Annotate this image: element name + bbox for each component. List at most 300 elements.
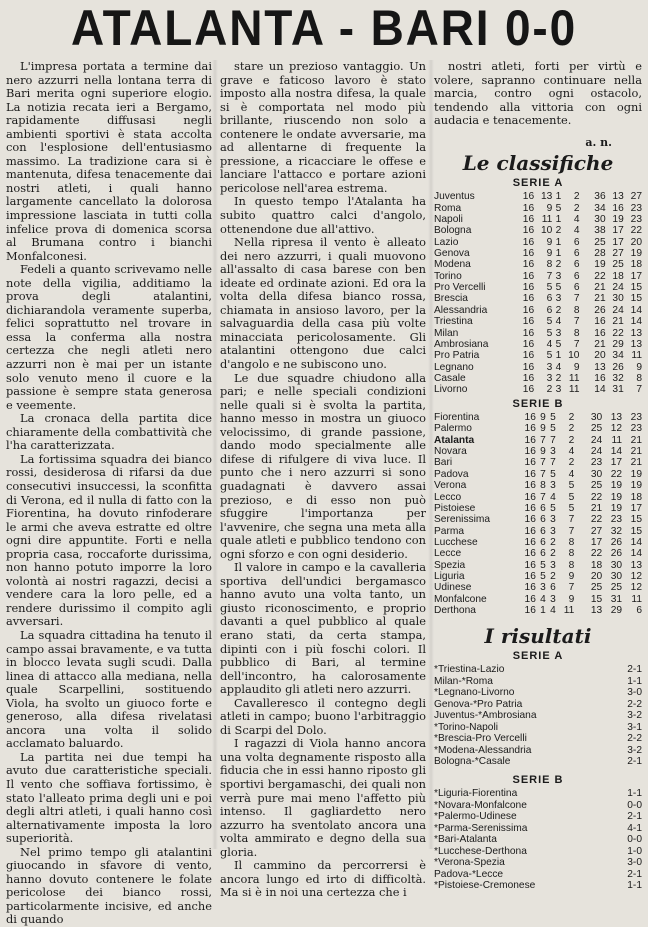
standings-value: 6 xyxy=(573,248,580,260)
standings-value: 22 xyxy=(590,514,603,526)
team-name: Derthona xyxy=(434,604,476,616)
standings-value: 30 xyxy=(594,214,606,226)
standings-value: 16 xyxy=(524,548,536,560)
team-name: Livorno xyxy=(434,384,468,396)
standings-value: 21 xyxy=(630,434,642,446)
standings-value: 2 xyxy=(546,384,553,396)
standings-value: 2 xyxy=(550,536,556,548)
standings-row xyxy=(434,571,642,582)
standings-value: 13 xyxy=(594,361,606,373)
standings-value: 19 xyxy=(630,248,642,260)
standings-value: 12 xyxy=(630,582,642,594)
team-name: Verona xyxy=(434,480,467,492)
column-gap xyxy=(574,571,582,582)
standings-value: 21 xyxy=(594,293,606,305)
standings-value: 16 xyxy=(524,457,536,469)
standings-value: 11 xyxy=(568,384,580,396)
column-gap xyxy=(579,350,587,361)
serie-a-label: SERIE A xyxy=(512,176,564,189)
column-gap xyxy=(574,492,582,503)
standings-value: 25 xyxy=(594,236,606,248)
match-score: 1-1 xyxy=(627,788,642,800)
result-row xyxy=(434,800,642,812)
match-name: *Triestina-Lazio xyxy=(434,664,505,676)
match-name: *Legnano-Livorno xyxy=(434,687,515,699)
standings-value: 2 xyxy=(568,457,575,469)
match-name: Padova-*Lecce xyxy=(434,868,504,880)
standings-row xyxy=(434,469,642,480)
standings-value: 9 xyxy=(573,361,580,373)
team-name: Palermo xyxy=(434,423,472,435)
headline: ATALANTA - BARI 0-0 xyxy=(70,0,577,56)
result-row xyxy=(434,880,642,892)
standings-value: 23 xyxy=(630,423,642,435)
standings-value: 17 xyxy=(612,236,624,248)
standings-value: 16 xyxy=(524,412,536,424)
column-gap xyxy=(574,412,582,423)
standings-value: 6 xyxy=(546,293,553,305)
match-score: 2-2 xyxy=(627,698,642,710)
standings-value: 8 xyxy=(636,372,642,384)
standings-value: 22 xyxy=(594,270,606,282)
standings-value: 5 xyxy=(550,412,556,424)
column-gap xyxy=(579,191,587,202)
column-gap xyxy=(579,271,587,282)
standings-value: 5 xyxy=(540,559,546,571)
standings-row xyxy=(434,492,642,503)
column-fold-1 xyxy=(212,60,218,849)
match-score: 1-1 xyxy=(627,675,642,687)
standings-value: 4 xyxy=(540,593,546,605)
standings-value: 26 xyxy=(612,361,624,373)
standings-row xyxy=(434,225,642,236)
team-name: Pistoiese xyxy=(434,502,476,514)
standings-value: 18 xyxy=(630,259,642,271)
match-score: 3-2 xyxy=(627,744,642,756)
team-name: Juventus xyxy=(434,191,475,203)
standings-value: 8 xyxy=(568,548,575,560)
team-name: Padova xyxy=(434,468,469,480)
standings-value: 2 xyxy=(573,191,580,203)
standings-value: 2 xyxy=(550,570,556,582)
team-name: Torino xyxy=(434,270,462,282)
standings-value: 16 xyxy=(524,604,536,616)
team-name: Serenissima xyxy=(434,514,491,526)
standings-value: 11 xyxy=(563,604,575,616)
standings-value: 15 xyxy=(630,514,642,526)
match-score: 2-1 xyxy=(627,868,642,880)
standings-value: 29 xyxy=(612,338,624,350)
standings-value: 7 xyxy=(540,434,546,446)
column-gap xyxy=(574,503,582,514)
standings-value: 11 xyxy=(611,434,623,446)
result-row xyxy=(434,676,642,688)
results-serie-b-label: SERIE B xyxy=(512,773,564,786)
article-paragraph: nostri atleti, forti per virtù e volere, sapranno continuare nella marcia, contro ogni ostacolo, tendendo alla vittoria con ogni audacia e tenacemente. xyxy=(434,59,642,128)
standings-value: 26 xyxy=(594,304,606,316)
standings-value: 7 xyxy=(568,582,575,594)
standings-value: 9 xyxy=(568,570,575,582)
result-row xyxy=(434,857,642,869)
standings-value: 1 xyxy=(540,604,546,616)
standings-value: 24 xyxy=(612,304,624,316)
standings-value: 9 xyxy=(540,423,546,435)
match-score: 2-2 xyxy=(627,733,642,745)
standings-value: 19 xyxy=(612,214,624,226)
column-gap xyxy=(574,423,582,434)
standings-value: 4 xyxy=(573,225,580,237)
standings-value: 2 xyxy=(555,225,562,237)
standings-value: 5 xyxy=(546,350,553,362)
match-name: *Modena-Alessandria xyxy=(434,744,532,756)
standings-value: 15 xyxy=(630,525,642,537)
serie-a-standings xyxy=(434,191,642,395)
standings-value: 11 xyxy=(568,372,580,384)
standings-value: 7 xyxy=(550,457,556,469)
standings-value: 6 xyxy=(540,548,546,560)
standings-value: 3 xyxy=(550,593,556,605)
standings-row xyxy=(434,339,642,350)
standings-value: 25 xyxy=(590,582,603,594)
result-row xyxy=(434,710,642,722)
standings-value: 16 xyxy=(594,316,606,328)
article-column-1 xyxy=(6,59,212,927)
standings-value: 30 xyxy=(590,412,603,424)
article-paragraph: La fortissima squadra dei bianco rossi, desiderosa di rifarsi da due consecutivi insuccessi, la sconfitta di Verona, ed il nulla di fatto con la Fiorentina, ha dovuto rinfoderare le armi che aveva estratte ed oltre ogni dire appuntite. Forti e nella propria casa, roccaforte durissima, non hanno potuto imporre la loro volontà ai nostri ragazzi, decisi a vendere cara la loro pelle, ed a rendere durissimo il compito agli avversari. xyxy=(6,451,212,629)
standings-value: 24 xyxy=(590,446,603,458)
standings-value: 24 xyxy=(612,282,624,294)
standings-value: 20 xyxy=(594,350,606,362)
column-gap xyxy=(574,446,582,457)
article-paragraph: L'impresa portata a termine dai nero azzurri nella lontana terra di Bari merita ogni superiore elogio. La notizia recata ieri a Bergamo, rapidamente diffusasi negli ambienti sportivi è stata accolta con l'esplosione dell'entusiasmo massimo. La tradizione cara si è mantenuta, difesa tenacemente dai nostri atleti, i quali hanno largamente cancellato la dolorosa impressione lasciata in tutti colla infelice prova di domenica scorsa al Brumana contro i bianchi Monfalconesi. xyxy=(6,59,212,263)
standings-row xyxy=(434,362,642,373)
standings-value: 9 xyxy=(568,593,575,605)
match-name: *Parma-Serenissima xyxy=(434,822,528,834)
standings-value: 4 xyxy=(546,338,553,350)
team-name: Lecco xyxy=(434,491,462,503)
standings-value: 8 xyxy=(573,304,580,316)
standings-value: 22 xyxy=(610,468,623,480)
serie-a-results xyxy=(434,664,642,768)
article-paragraph: Le due squadre chiudono alla pari; e nelle speciali condizioni nelle quali si è svolta la partita, hanno messo in mostra un giuoco velocissimo, di grande passione, dando modo specialmente alle difese di rifulgere di viva luce. Il punto che i nero azzurri si sono guadagnati è davvero assai prezioso, e di esso non può sfuggire l'importanza per l'avvenire, che segna una meta alla quale atleti e pubblico tendono con ogni sforzo e con ogni desiderio. xyxy=(220,370,426,561)
standings-value: 5 xyxy=(546,327,553,339)
match-score: 3-0 xyxy=(627,687,642,699)
team-name: Triestina xyxy=(434,316,473,328)
standings-value: 16 xyxy=(594,372,606,384)
risultati-title: I risultati xyxy=(484,624,592,649)
standings-value: 23 xyxy=(590,457,603,469)
standings-value: 2 xyxy=(550,548,556,560)
standings-row xyxy=(434,350,642,361)
standings-value: 7 xyxy=(573,316,580,328)
standings-value: 14 xyxy=(630,316,642,328)
standings-value: 28 xyxy=(594,248,606,260)
standings-value: 23 xyxy=(630,412,642,424)
team-name: Pro Patria xyxy=(434,350,480,362)
standings-value: 16 xyxy=(522,316,535,328)
column-gap xyxy=(579,339,587,350)
standings-value: 1 xyxy=(555,236,562,248)
match-name: *Torino-Napoli xyxy=(434,721,498,733)
standings-value: 1 xyxy=(555,350,562,362)
standings-value: 16 xyxy=(524,525,536,537)
article-paragraph: La cronaca della partita dice chiaramente della combattività che l'ha caratterizzata. xyxy=(6,411,212,453)
standings-value: 7 xyxy=(540,491,546,503)
team-name: Bologna xyxy=(434,225,472,237)
article-paragraph: Cavalleresco il contegno degli atleti in campo; buono l'arbitraggio di Scarpi del Dolo. xyxy=(220,695,426,737)
match-score: 2-1 xyxy=(627,811,642,823)
standings-value: 3 xyxy=(550,514,556,526)
standings-row xyxy=(434,594,642,605)
standings-value: 5 xyxy=(546,316,553,328)
standings-value: 6 xyxy=(540,536,546,548)
standings-value: 14 xyxy=(630,304,642,316)
standings-value: 17 xyxy=(610,457,623,469)
standings-value: 16 xyxy=(522,225,535,237)
article-paragraph: La squadra cittadina ha tenuto il campo assai bravamente, e va tutta in blocco levata sugli scudi. Dalla linea di attacco alla mediana, nella quale Scarpellini, sostituendo Viola, ha svolto un giuoco forte e generoso, alla difesa rivelatasi ancora una volta il solido acclamato baluardo. xyxy=(6,627,212,751)
standings-value: 16 xyxy=(524,491,536,503)
standings-value: 16 xyxy=(522,282,535,294)
standings-value: 5 xyxy=(555,202,562,214)
standings-row xyxy=(434,237,642,248)
standings-value: 21 xyxy=(594,338,606,350)
standings-value: 17 xyxy=(590,536,603,548)
standings-row xyxy=(434,560,642,571)
result-row xyxy=(434,687,642,699)
standings-value: 6 xyxy=(636,604,642,616)
standings-value: 5 xyxy=(540,570,546,582)
column-gap xyxy=(574,526,582,537)
standings-value: 16 xyxy=(524,570,536,582)
standings-value: 6 xyxy=(540,502,546,514)
team-name: Lazio xyxy=(434,236,459,248)
standings-value: 36 xyxy=(594,191,606,203)
standings-value: 25 xyxy=(590,480,603,492)
standings-value: 15 xyxy=(630,293,642,305)
column-gap xyxy=(579,328,587,339)
match-name: *Pistoiese-Cremonese xyxy=(434,880,536,892)
serie-b-standings xyxy=(434,412,642,616)
standings-value: 2 xyxy=(555,372,562,384)
standings-value: 3 xyxy=(550,446,556,458)
standings-value: 2 xyxy=(555,304,562,316)
standings-value: 30 xyxy=(610,559,623,571)
standings-value: 9 xyxy=(540,446,546,458)
standings-value: 3 xyxy=(555,384,562,396)
column-gap xyxy=(574,582,582,593)
standings-value: 7 xyxy=(573,338,580,350)
standings-value: 16 xyxy=(524,446,536,458)
standings-value: 5 xyxy=(568,491,575,503)
standings-value: 6 xyxy=(573,259,580,271)
column-gap xyxy=(579,248,587,259)
standings-value: 4 xyxy=(568,446,575,458)
team-name: Roma xyxy=(434,202,462,214)
standings-value: 16 xyxy=(522,293,535,305)
standings-value: 8 xyxy=(573,327,580,339)
standings-value: 22 xyxy=(630,225,642,237)
standings-value: 7 xyxy=(540,468,546,480)
article-paragraph: La partita nei due tempi ha avuto due caratteristiche speciali. Il vento che soffiava fortissimo, è stato l'alleato prima degli uni e poi degli altri atleti, i quali hanno così alternativamente imposta la loro superiorità. xyxy=(6,749,212,846)
standings-value: 5 xyxy=(550,423,556,435)
standings-value: 23 xyxy=(630,202,642,214)
team-name: Lucchese xyxy=(434,536,478,548)
standings-value: 11 xyxy=(541,214,553,226)
article-column-3 xyxy=(434,59,642,892)
standings-value: 9 xyxy=(636,361,642,373)
standings-row xyxy=(434,373,642,384)
standings-value: 27 xyxy=(630,191,642,203)
match-name: Bologna-*Casale xyxy=(434,756,511,768)
standings-value: 5 xyxy=(550,502,556,514)
result-row xyxy=(434,823,642,835)
standings-value: 16 xyxy=(524,480,536,492)
match-name: Juventus-*Ambrosiana xyxy=(434,710,537,722)
column-gap xyxy=(574,514,582,525)
standings-row xyxy=(434,514,642,525)
standings-value: 30 xyxy=(612,293,624,305)
team-name: Ambrosiana xyxy=(434,338,489,350)
match-name: *Liguria-Fiorentina xyxy=(434,788,518,800)
standings-value: 16 xyxy=(522,191,535,203)
standings-value: 9 xyxy=(546,202,553,214)
standings-value: 9 xyxy=(540,412,546,424)
standings-row xyxy=(434,305,642,316)
standings-value: 1 xyxy=(555,248,562,260)
match-score: 1-1 xyxy=(627,880,642,892)
column-gap xyxy=(574,548,582,559)
standings-row xyxy=(434,214,642,225)
standings-value: 14 xyxy=(594,384,606,396)
standings-value: 32 xyxy=(612,372,624,384)
column-gap xyxy=(579,237,587,248)
standings-value: 4 xyxy=(573,214,580,226)
standings-value: 16 xyxy=(522,236,535,248)
column-gap xyxy=(574,537,582,548)
match-name: *Lucchese-Derthona xyxy=(434,845,527,857)
standings-value: 3 xyxy=(550,525,556,537)
standings-value: 8 xyxy=(546,259,553,271)
standings-value: 26 xyxy=(610,548,623,560)
team-name: Novara xyxy=(434,446,467,458)
standings-value: 13 xyxy=(612,191,624,203)
result-row xyxy=(434,664,642,676)
team-name: Napoli xyxy=(434,214,463,226)
standings-value: 3 xyxy=(555,327,562,339)
standings-value: 6 xyxy=(573,270,580,282)
column-gap xyxy=(579,225,587,236)
standings-row xyxy=(434,457,642,468)
match-score: 3-0 xyxy=(627,857,642,869)
standings-value: 16 xyxy=(612,202,624,214)
standings-value: 13 xyxy=(630,338,642,350)
standings-value: 16 xyxy=(524,593,536,605)
standings-value: 6 xyxy=(573,236,580,248)
result-row xyxy=(434,846,642,858)
article-paragraph: Nella ripresa il vento è alleato dei nero azzurri, i quali muovono all'assalto di casa barese con ben ideate ed ordinate azioni. Ed ora la volta della difesa bianco rossa, chiamata in ansioso lavoro, per la salvaguardia della casa più volte minacciata pericolosamente. Gli atalantini ottengono due calci d'angolo e ne subiscono uno. xyxy=(220,235,426,372)
column-gap xyxy=(579,384,587,395)
serie-b-label: SERIE B xyxy=(512,397,564,410)
standings-row xyxy=(434,282,642,293)
standings-value: 19 xyxy=(610,480,623,492)
standings-value: 16 xyxy=(524,582,536,594)
standings-row xyxy=(434,293,642,304)
standings-value: 5 xyxy=(568,502,575,514)
standings-value: 21 xyxy=(590,502,603,514)
standings-value: 7 xyxy=(636,384,642,396)
column-gap xyxy=(574,480,582,491)
standings-value: 5 xyxy=(555,338,562,350)
column-gap xyxy=(579,214,587,225)
standings-value: 16 xyxy=(524,434,536,446)
standings-row xyxy=(434,446,642,457)
standings-value: 2 xyxy=(568,412,575,424)
results-serie-a-label: SERIE A xyxy=(512,649,564,662)
standings-value: 19 xyxy=(610,502,623,514)
standings-value: 20 xyxy=(590,570,603,582)
team-name: Parma xyxy=(434,525,465,537)
standings-value: 5 xyxy=(568,480,575,492)
standings-value: 16 xyxy=(522,361,535,373)
standings-value: 31 xyxy=(610,593,623,605)
standings-value: 16 xyxy=(522,384,535,396)
standings-value: 10 xyxy=(568,350,580,362)
match-score: 4-1 xyxy=(627,822,642,834)
standings-value: 4 xyxy=(550,604,556,616)
standings-value: 6 xyxy=(546,304,553,316)
standings-value: 16 xyxy=(524,423,536,435)
standings-value: 16 xyxy=(594,327,606,339)
standings-value: 16 xyxy=(522,327,535,339)
standings-value: 18 xyxy=(612,270,624,282)
standings-row xyxy=(434,271,642,282)
match-name: Milan-*Roma xyxy=(434,675,493,687)
standings-value: 6 xyxy=(573,282,580,294)
article-paragraph: Il valore in campo e la cavalleria sportiva dell'undici bergamasco hanno avuto una volta tanto, un giusto riconoscimento, e proprio davanti a quel pubblico al quale erano stati, da certa stampa, dipinti con i più foschi colori. Il pubblico di Bari, al termine dell'incontro, ha calorosamente applaudito gli atleti nero azzurri. xyxy=(220,560,426,697)
standings-value: 38 xyxy=(594,225,606,237)
standings-value: 21 xyxy=(612,316,624,328)
standings-value: 4 xyxy=(555,361,562,373)
standings-value: 7 xyxy=(568,525,575,537)
match-name: *Brescia-Pro Vercelli xyxy=(434,733,527,745)
standings-value: 3 xyxy=(550,559,556,571)
standings-value: 34 xyxy=(612,350,624,362)
match-name: *Bari-Atalanta xyxy=(434,834,497,846)
standings-value: 8 xyxy=(568,536,575,548)
standings-value: 7 xyxy=(573,293,580,305)
standings-value: 27 xyxy=(590,525,603,537)
standings-value: 19 xyxy=(630,468,642,480)
standings-value: 7 xyxy=(550,434,556,446)
standings-value: 16 xyxy=(522,338,535,350)
result-row xyxy=(434,745,642,757)
team-name: Brescia xyxy=(434,293,468,305)
standings-row xyxy=(434,423,642,434)
standings-value: 13 xyxy=(610,412,623,424)
column-gap xyxy=(579,305,587,316)
standings-value: 16 xyxy=(522,248,535,260)
standings-value: 23 xyxy=(630,214,642,226)
standings-value: 1 xyxy=(555,214,562,226)
standings-value: 16 xyxy=(524,536,536,548)
standings-row xyxy=(434,203,642,214)
standings-value: 9 xyxy=(546,248,553,260)
match-score: 0-0 xyxy=(627,799,642,811)
standings-value: 30 xyxy=(610,570,623,582)
standings-value: 3 xyxy=(550,480,556,492)
match-name: Genova-*Pro Patria xyxy=(434,698,523,710)
standings-value: 16 xyxy=(522,259,535,271)
